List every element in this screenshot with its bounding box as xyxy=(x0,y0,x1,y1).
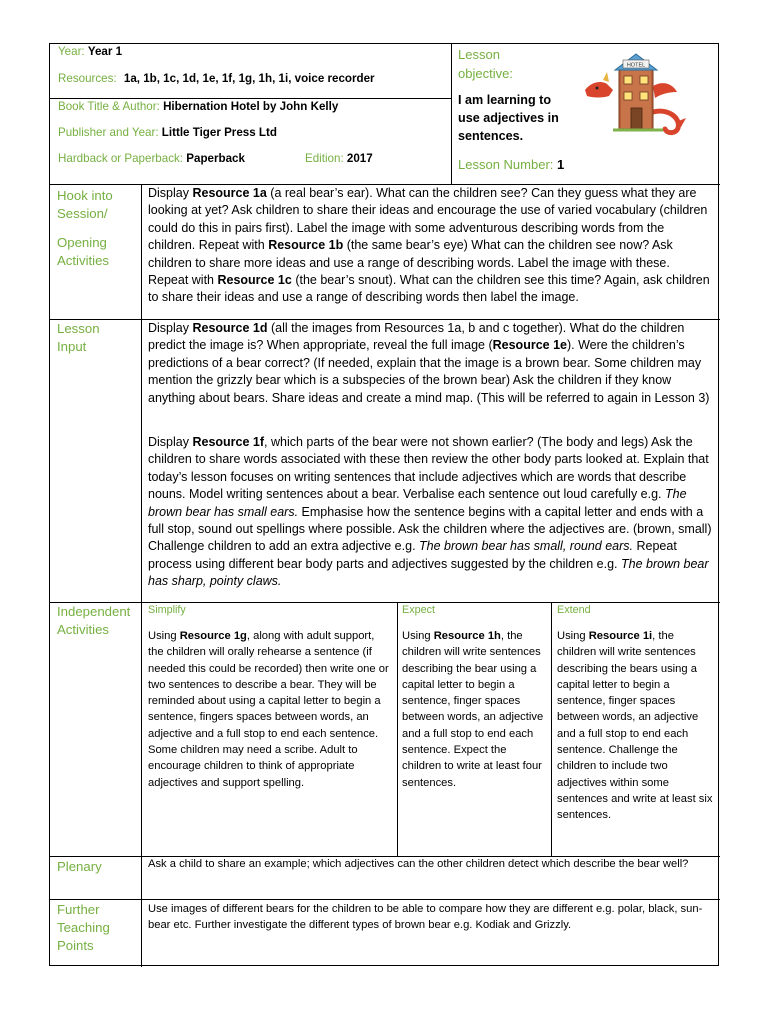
further-teaching-label: Further Teaching Points xyxy=(57,902,110,953)
plenary-text: Ask a child to share an example; which adjectives can the other children detect which describe the bear well? xyxy=(148,858,689,870)
column-divider xyxy=(397,602,398,856)
book-value: Hibernation Hotel by John Kelly xyxy=(163,100,339,113)
hook-text-1: Display xyxy=(148,186,193,200)
edition-line xyxy=(305,151,373,167)
hook-text xyxy=(148,185,712,307)
input-text: , which parts of the bear were not shown earlier? (The body and legs) Ask the children to share words associated with these then review the other body parts looked at. Explain that today’s lesson focuses on writing sentences that include adjectives which are words that describe nouns. Model writing sentences about a bear. Verbalise each sentence out loud carefully e.g. xyxy=(148,435,709,502)
activity-text: Using xyxy=(557,630,589,642)
activity-text: , the children will write sentences describing the bear using a capital letter to begin a sentence, finger spaces between words, an adjective and a full stop to end each sentence. Expect the children to write at least four sentences. xyxy=(402,630,544,789)
resource-ref: Resource 1h xyxy=(433,630,501,642)
plenary-label: Plenary xyxy=(57,859,102,874)
publisher-line xyxy=(58,125,277,141)
year-line xyxy=(58,44,122,60)
activity-text: , the children will write sentences describing the bears using a capital letter to begin a sentence, finger spaces between words, an adjective and a full stop to end each sentence. Challenge the children to include two adjectives within some sentences and write at least six sentences. xyxy=(557,630,713,822)
hotel-sign: HOTEL xyxy=(626,62,646,69)
lesson-number-value: 1 xyxy=(557,157,565,172)
resource-ref: Resource 1c xyxy=(217,273,292,288)
resources-label: Resources: xyxy=(58,72,117,85)
edition-label: Edition: xyxy=(305,152,344,165)
extend-label: Extend xyxy=(557,604,591,616)
further-text: Use images of different bears for the children to be able to compare how they are different e.g. polar, black, sun-bear etc. Further investigate the different types of brown bear e.g. Kodiak and Grizzly. xyxy=(148,903,703,932)
independent-activities-label: Independent Activities xyxy=(57,604,131,637)
input-text: ). Were the children’s predictions of a bear correct? (If needed, explain that the image is a brown bear. Some children may mention the grizzly bear which is a subspecies of the brown bear) Ask the children if they know anything about bears. Share ideas and create a mind map. (This will be referred to again in Lesson 3) xyxy=(148,338,710,405)
lesson-plan-table xyxy=(49,43,719,966)
edition-value: 2017 xyxy=(346,152,373,165)
year-label: Year: xyxy=(58,45,85,58)
resource-ref: Resource 1i xyxy=(588,630,653,642)
hibernation-hotel-illustration xyxy=(583,50,695,136)
resource-ref: Resource 1e xyxy=(492,338,567,353)
hook-label: Hook into Session/ xyxy=(57,188,113,221)
format-line xyxy=(58,151,245,167)
publisher-label: Publisher and Year: xyxy=(58,126,159,139)
resources-value: 1a, 1b, 1c, 1d, 1e, 1f, 1g, 1h, 1i, voice recorder xyxy=(123,72,375,85)
activity-text: Using xyxy=(148,630,180,642)
input-paragraph-1 xyxy=(148,320,712,407)
row-divider xyxy=(50,899,720,900)
objective-text: I am learning to use adjectives in sentences. xyxy=(458,93,559,143)
hook-text-4: (the bear’s snout). What can the children see this time? Again, ask children to share their ideas and use a range of describing words then label the image. xyxy=(148,273,710,305)
resource-ref: Resource 1d xyxy=(192,321,268,335)
resource-ref: Resource 1f xyxy=(192,435,265,449)
format-value: Paperback xyxy=(186,152,245,165)
lesson-number-label: Lesson Number: xyxy=(458,157,554,172)
input-text: Emphasise how the sentence begins with a capital letter and ends with a full stop, sound out spellings where possible. Ask the children where the adjectives are. (brown, small) Challenge children to add an extra adjective e.g. xyxy=(148,504,712,554)
input-text: Display xyxy=(148,321,193,335)
column-divider xyxy=(551,602,552,856)
lesson-input-label: Lesson Input xyxy=(57,321,100,354)
input-text: Repeat process using different bear body parts and adjectives suggested by the children e.g. xyxy=(148,539,677,571)
format-label: Hardback or Paperback: xyxy=(58,152,184,165)
example-sentence: The brown bear has small ears. xyxy=(148,487,687,519)
resource-ref: Resource 1g xyxy=(179,630,247,642)
resource-ref: Resource 1a xyxy=(192,186,267,200)
opening-activities-label: Opening Activities xyxy=(57,235,110,268)
resource-ref: Resource 1b xyxy=(268,238,344,253)
book-label: Book Title & Author: xyxy=(58,100,160,113)
input-text: Display xyxy=(148,435,193,449)
simplify-label: Simplify xyxy=(148,604,186,616)
expect-label: Expect xyxy=(402,604,436,616)
objective-label: Lesson objective: xyxy=(458,47,513,81)
input-paragraph-2 xyxy=(148,434,714,591)
resources-line xyxy=(58,71,375,87)
activity-text: , along with adult support, the children will orally rehearse a sentence (if needed this could be recorded) then write one or two sentences to describe a bear. They will be reminded about using a capital letter to begin a sentence, fingers spaces between words, an adjective and a full stop to end each sentence. Some children may need a scribe. Adult to encourage children to think of appropriate adjectives and support spelling. xyxy=(148,630,389,789)
example-sentence: The brown bear has sharp, pointy claws. xyxy=(148,556,709,589)
column-divider xyxy=(451,44,452,184)
extend-text xyxy=(557,628,715,824)
activity-text: Using xyxy=(402,630,434,642)
hook-text-3: (the same bear’s eye) What can the children see now? Ask children to share more ideas and use a range of describing words. Label the image with these. Repeat with xyxy=(148,238,673,288)
column-divider xyxy=(141,184,142,967)
year-value: Year 1 xyxy=(87,45,123,58)
example-sentence: The brown bear has small, round ears. xyxy=(419,539,634,554)
publisher-value: Little Tiger Press Ltd xyxy=(161,126,277,139)
input-text: (all the images from Resources 1a, b and c together). What do the children predict the image is? When appropriate, reveal the full image ( xyxy=(148,321,685,353)
hook-text-2: (a real bear’s ear). What can the children see? Can they guess what they are looking at yet? Ask children to share their ideas and encourage the use of varied vocabulary (children could do this in pairs first). Label the image with some adventurous describing words from the children. Repeat with xyxy=(148,186,708,253)
book-line xyxy=(58,99,338,115)
expect-text xyxy=(402,628,548,791)
lesson-number-line xyxy=(458,156,564,174)
simplify-text xyxy=(148,628,391,791)
